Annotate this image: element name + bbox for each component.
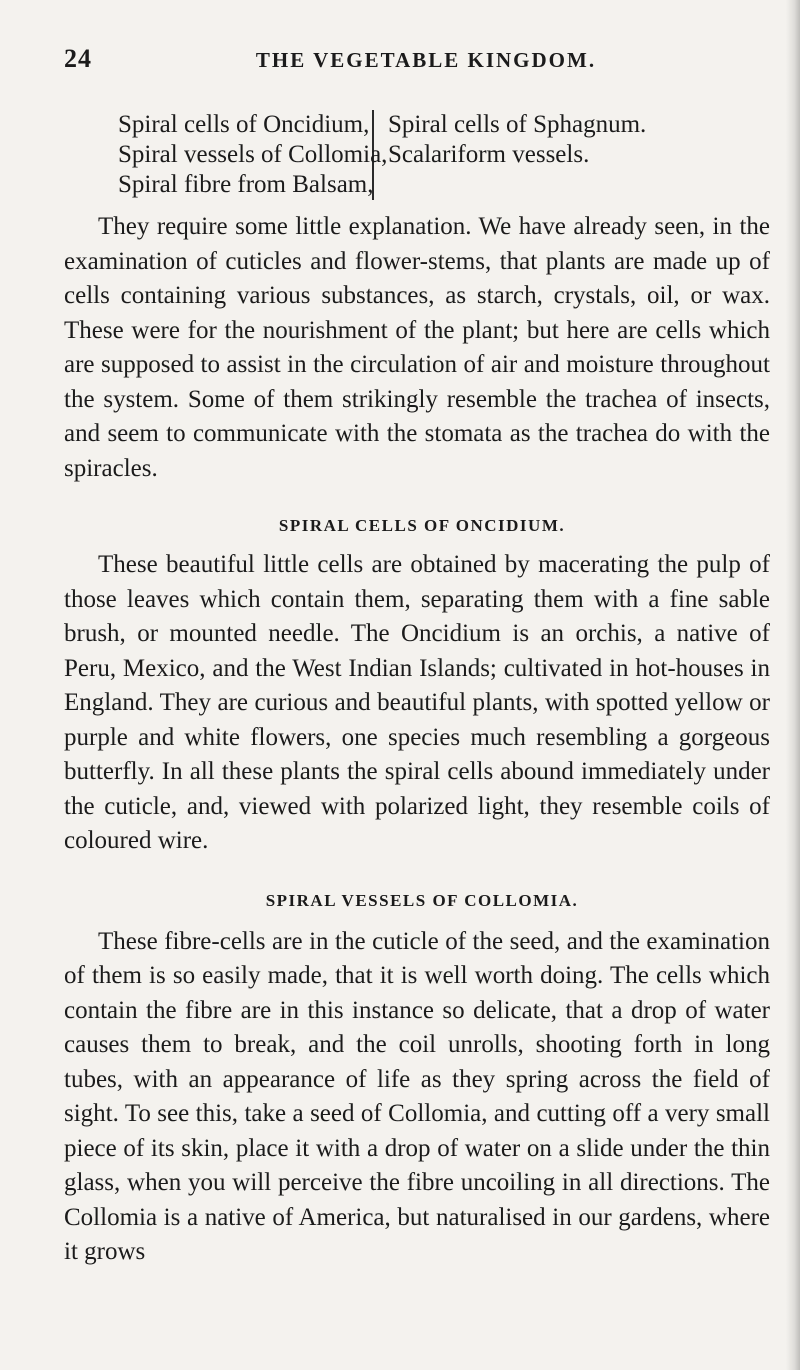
page-number: 24 bbox=[64, 44, 92, 73]
running-head bbox=[64, 44, 770, 96]
collomia-paragraph: These fibre-cells are in the cuticle of the seed, and the examination of them is so easily made, that it is well worth doing. The cells which contain the fibre are in this instance so delicate, that a drop of water causes them to break, and the coil unrolls, shooting forth in long tubes, with an appearance of life as they spring across the field of sight. To see this, take a seed of Collomia, and cutting off a very small piece of its skin, place it with a drop of water on a slide under the thin glass, when you will perceive the fibre uncoiling in all directions. The Collomia is a native of America, but naturalised in our gardens, where it grows bbox=[64, 927, 770, 1265]
specimen-list-left-column bbox=[64, 110, 388, 200]
oncidium-paragraph: These beautiful little cells are obtained by macerating the pulp of those leaves which contain them, separating them with a fine sable brush, or mounted needle. The Oncidium is an orchis, a native of Peru, Mexico, and the West Indian Islands; cultivated in hot-houses in England. They are curious and beautiful plants, with spotted yellow or purple and white flowers, one species much resembling a gorgeous butterfly. In all these plants the spiral cells abound immediately under the cuticle, and, viewed with polarized light, they resemble coils of coloured wire. bbox=[64, 551, 770, 854]
specimen-list-right-column bbox=[374, 110, 764, 200]
specimen-list bbox=[64, 110, 770, 200]
section-heading-oncidium: SPIRAL CELLS OF ONCIDIUM. bbox=[278, 516, 566, 535]
specimen-list-item: Spiral vessels of Collomia, bbox=[118, 141, 388, 168]
running-title: THE VEGETABLE KINGDOM. bbox=[255, 48, 597, 72]
page-edge-shadow bbox=[786, 0, 800, 1370]
section-heading-collomia: SPIRAL VESSELS OF COLLOMIA. bbox=[265, 890, 579, 910]
specimen-list-item: Scalariform vessels. bbox=[388, 141, 590, 168]
book-page bbox=[64, 44, 770, 1270]
specimen-list-item: Spiral cells of Oncidium, bbox=[118, 111, 370, 138]
specimen-list-item: Spiral cells of Sphagnum. bbox=[388, 111, 647, 138]
specimen-list-item: Spiral fibre from Balsam, bbox=[118, 171, 374, 198]
intro-paragraph: They require some little explanation. We have already seen, in the examination of cuticles and flower-stems, that plants are made up of cells containing various substances, as starch, crystals, oil, or wax. These were for the nourishment of the plant; but here are cells which are supposed to assist in the circulation of air and moisture throughout the system. Some of them strikingly resemble the trachea of insects, and seem to communicate with the stomata as the trachea do with the spiracles. bbox=[64, 213, 770, 482]
